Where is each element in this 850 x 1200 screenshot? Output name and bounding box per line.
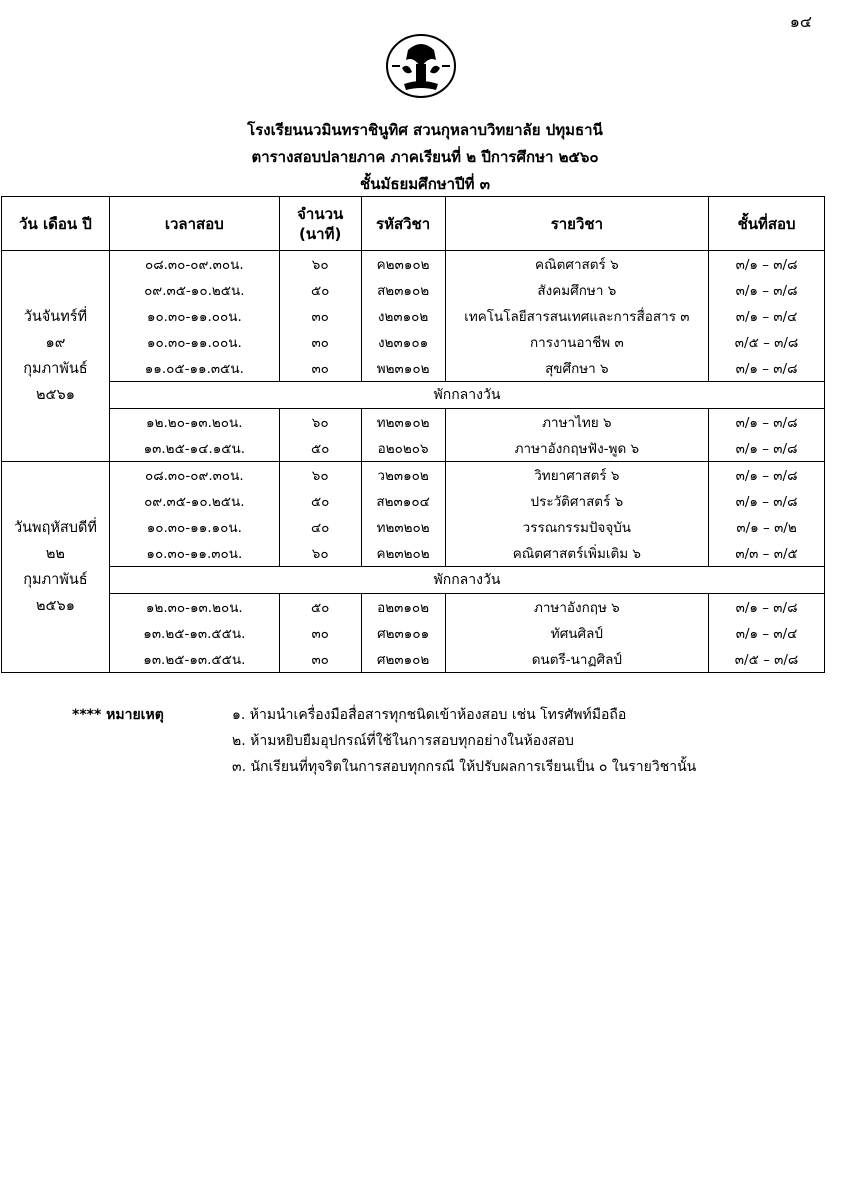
column-header-subject: รายวิชา — [445, 197, 709, 251]
subject-code: ค๒๓๑๐๒ — [361, 251, 445, 278]
subject-code: ส๒๓๑๐๒ — [361, 277, 445, 303]
exam-minutes: ๕๐ — [279, 435, 361, 462]
exam-schedule-table — [1, 196, 825, 673]
notes-list — [232, 704, 792, 782]
subject-name: ภาษาไทย ๖ — [445, 409, 709, 436]
table-row — [2, 514, 825, 540]
table-row — [2, 355, 825, 382]
subject-name: ภาษาอังกฤษ ๖ — [445, 594, 709, 621]
exam-minutes: ๕๐ — [279, 488, 361, 514]
exam-time: ๑๒.๓๐-๑๓.๒๐น. — [109, 594, 279, 621]
subject-code: อ๒๓๑๐๒ — [361, 594, 445, 621]
table-row — [2, 540, 825, 567]
exam-title: ตารางสอบปลายภาค ภาคเรียนที่ ๒ ปีการศึกษา ๒๕๖๐ — [251, 148, 599, 166]
subject-code: อ๒๐๒๐๖ — [361, 435, 445, 462]
table-row — [2, 277, 825, 303]
table-row — [2, 435, 825, 462]
subject-name: ภาษาอังกฤษฟัง-พูด ๖ — [445, 435, 709, 462]
table-row — [2, 409, 825, 436]
column-header-minutes — [279, 197, 361, 251]
exam-classes: ๓/๑ – ๓/๘ — [709, 488, 825, 514]
subject-code: พ๒๓๑๐๒ — [361, 355, 445, 382]
subject-name: ประวัติศาสตร์ ๖ — [445, 488, 709, 514]
school-name: โรงเรียนนวมินทราชินูทิศ สวนกุหลาบวิทยาลัย ปทุมธานี — [247, 121, 603, 139]
exam-day-cell — [2, 251, 110, 462]
subject-code: ส๒๓๑๐๔ — [361, 488, 445, 514]
exam-minutes: ๓๐ — [279, 329, 361, 355]
column-header-minutes-text: จำนวน (นาที) — [297, 204, 344, 243]
exam-classes: ๓/๕ – ๓/๘ — [709, 329, 825, 355]
exam-minutes: ๕๐ — [279, 277, 361, 303]
exam-minutes: ๖๐ — [279, 540, 361, 567]
exam-classes: ๓/๑ – ๓/๘ — [709, 594, 825, 621]
exam-minutes: ๖๐ — [279, 462, 361, 489]
subject-name: ดนตรี-นาฏศิลป์ — [445, 646, 709, 673]
subject-name: การงานอาชีพ ๓ — [445, 329, 709, 355]
exam-time: ๑๐.๓๐-๑๑.๑๐น. — [109, 514, 279, 540]
exam-minutes: ๓๐ — [279, 303, 361, 329]
exam-time: ๑๒.๒๐-๑๓.๒๐น. — [109, 409, 279, 436]
exam-time: ๑๓.๒๕-๑๓.๕๕น. — [109, 620, 279, 646]
subject-name: สังคมศึกษา ๖ — [445, 277, 709, 303]
exam-minutes: ๕๐ — [279, 594, 361, 621]
lunch-break-label: พักกลางวัน — [109, 567, 824, 594]
subject-code: ค๒๓๒๐๒ — [361, 540, 445, 567]
grade-level: ชั้นมัธยมศึกษาปีที่ ๓ — [360, 175, 490, 193]
exam-classes: ๓/๑ – ๓/๘ — [709, 355, 825, 382]
table-row — [2, 620, 825, 646]
subject-code: ท๒๓๑๐๒ — [361, 409, 445, 436]
lunch-break-row — [2, 567, 825, 594]
subject-name: วิทยาศาสตร์ ๖ — [445, 462, 709, 489]
exam-minutes: ๓๐ — [279, 620, 361, 646]
note-item: ๒. ห้ามหยิบยืมอุปกรณ์ที่ใช้ในการสอบทุกอย่างในห้องสอบ — [232, 733, 574, 749]
subject-name: คณิตศาสตร์ ๖ — [445, 251, 709, 278]
table-row — [2, 462, 825, 489]
subject-name: เทคโนโลยีสารสนเทศและการสื่อสาร ๓ — [445, 303, 709, 329]
table-row — [2, 488, 825, 514]
exam-classes: ๓/๓ – ๓/๕ — [709, 540, 825, 567]
column-header-date: วัน เดือน ปี — [2, 197, 110, 251]
subject-code: ว๒๓๑๐๒ — [361, 462, 445, 489]
school-emblem-logo — [378, 30, 464, 100]
exam-day-line: ๒๕๖๑ — [35, 387, 75, 403]
subject-name: ทัศนศิลป์ — [445, 620, 709, 646]
subject-code: ท๒๓๒๐๒ — [361, 514, 445, 540]
exam-time: ๑๐.๓๐-๑๑.๓๐น. — [109, 540, 279, 567]
notes-heading: **** หมายเหตุ — [72, 707, 164, 723]
table-row — [2, 594, 825, 621]
exam-day-line: ๑๙ — [45, 335, 66, 351]
exam-time: ๑๐.๓๐-๑๑.๐๐น. — [109, 303, 279, 329]
exam-day-line: ๒๕๖๑ — [35, 598, 75, 614]
subject-code: ง๒๓๑๐๒ — [361, 303, 445, 329]
exam-time: ๑๓.๒๕-๑๓.๕๕น. — [109, 646, 279, 673]
exam-day-line: วันพฤหัสบดีที่ — [13, 520, 97, 536]
exam-classes: ๓/๑ – ๓/๔ — [709, 303, 825, 329]
note-item: ๓. นักเรียนที่ทุจริตในการสอบทุกกรณี ให้ปรับผลการเรียนเป็น ๐ ในรายวิชานั้น — [232, 759, 697, 775]
subject-code: ง๒๓๑๐๑ — [361, 329, 445, 355]
exam-classes: ๓/๑ – ๓/๘ — [709, 277, 825, 303]
exam-classes: ๓/๑ – ๓/๘ — [709, 251, 825, 278]
table-row — [2, 329, 825, 355]
column-header-code: รหัสวิชา — [361, 197, 445, 251]
exam-day-line: กุมภาพันธ์ — [23, 572, 88, 588]
exam-day-cell — [2, 462, 110, 673]
column-header-time: เวลาสอบ — [109, 197, 279, 251]
exam-classes: ๓/๑ – ๓/๘ — [709, 435, 825, 462]
exam-time: ๐๘.๓๐-๐๙.๓๐น. — [109, 462, 279, 489]
subject-code: ศ๒๓๑๐๒ — [361, 646, 445, 673]
subject-code: ศ๒๓๑๐๑ — [361, 620, 445, 646]
exam-classes: ๓/๑ – ๓/๘ — [709, 409, 825, 436]
exam-minutes: ๓๐ — [279, 646, 361, 673]
exam-classes: ๓/๑ – ๓/๒ — [709, 514, 825, 540]
note-item: ๑. ห้ามนำเครื่องมือสื่อสารทุกชนิดเข้าห้องสอบ เช่น โทรศัพท์มือถือ — [232, 707, 627, 723]
lunch-break-label: พักกลางวัน — [109, 382, 824, 409]
exam-time: ๑๓.๒๕-๑๔.๑๕น. — [109, 435, 279, 462]
exam-day-line: กุมภาพันธ์ — [23, 361, 88, 377]
subject-name: สุขศึกษา ๖ — [445, 355, 709, 382]
lunch-break-row — [2, 382, 825, 409]
column-header-classes: ชั้นที่สอบ — [709, 197, 825, 251]
exam-classes: ๓/๑ – ๓/๘ — [709, 462, 825, 489]
exam-time: ๑๐.๓๐-๑๑.๐๐น. — [109, 329, 279, 355]
table-header-row — [2, 197, 825, 251]
table-row — [2, 303, 825, 329]
exam-time: ๐๙.๓๕-๑๐.๒๕น. — [109, 277, 279, 303]
exam-minutes: ๖๐ — [279, 409, 361, 436]
exam-time: ๑๑.๐๕-๑๑.๓๕น. — [109, 355, 279, 382]
exam-day-line: วันจันทร์ที่ — [23, 309, 88, 325]
exam-minutes: ๔๐ — [279, 514, 361, 540]
exam-minutes: ๓๐ — [279, 355, 361, 382]
exam-day-line: ๒๒ — [45, 546, 65, 562]
exam-time: ๐๙.๓๕-๑๐.๒๕น. — [109, 488, 279, 514]
table-row — [2, 646, 825, 673]
exam-classes: ๓/๕ – ๓/๘ — [709, 646, 825, 673]
subject-name: คณิตศาสตร์เพิ่มเติม ๖ — [445, 540, 709, 567]
subject-name: วรรณกรรมปัจจุบัน — [445, 514, 709, 540]
exam-minutes: ๖๐ — [279, 251, 361, 278]
table-row — [2, 251, 825, 278]
exam-time: ๐๘.๓๐-๐๙.๓๐น. — [109, 251, 279, 278]
exam-classes: ๓/๑ – ๓/๔ — [709, 620, 825, 646]
page-number: ๑๔ — [789, 12, 812, 31]
